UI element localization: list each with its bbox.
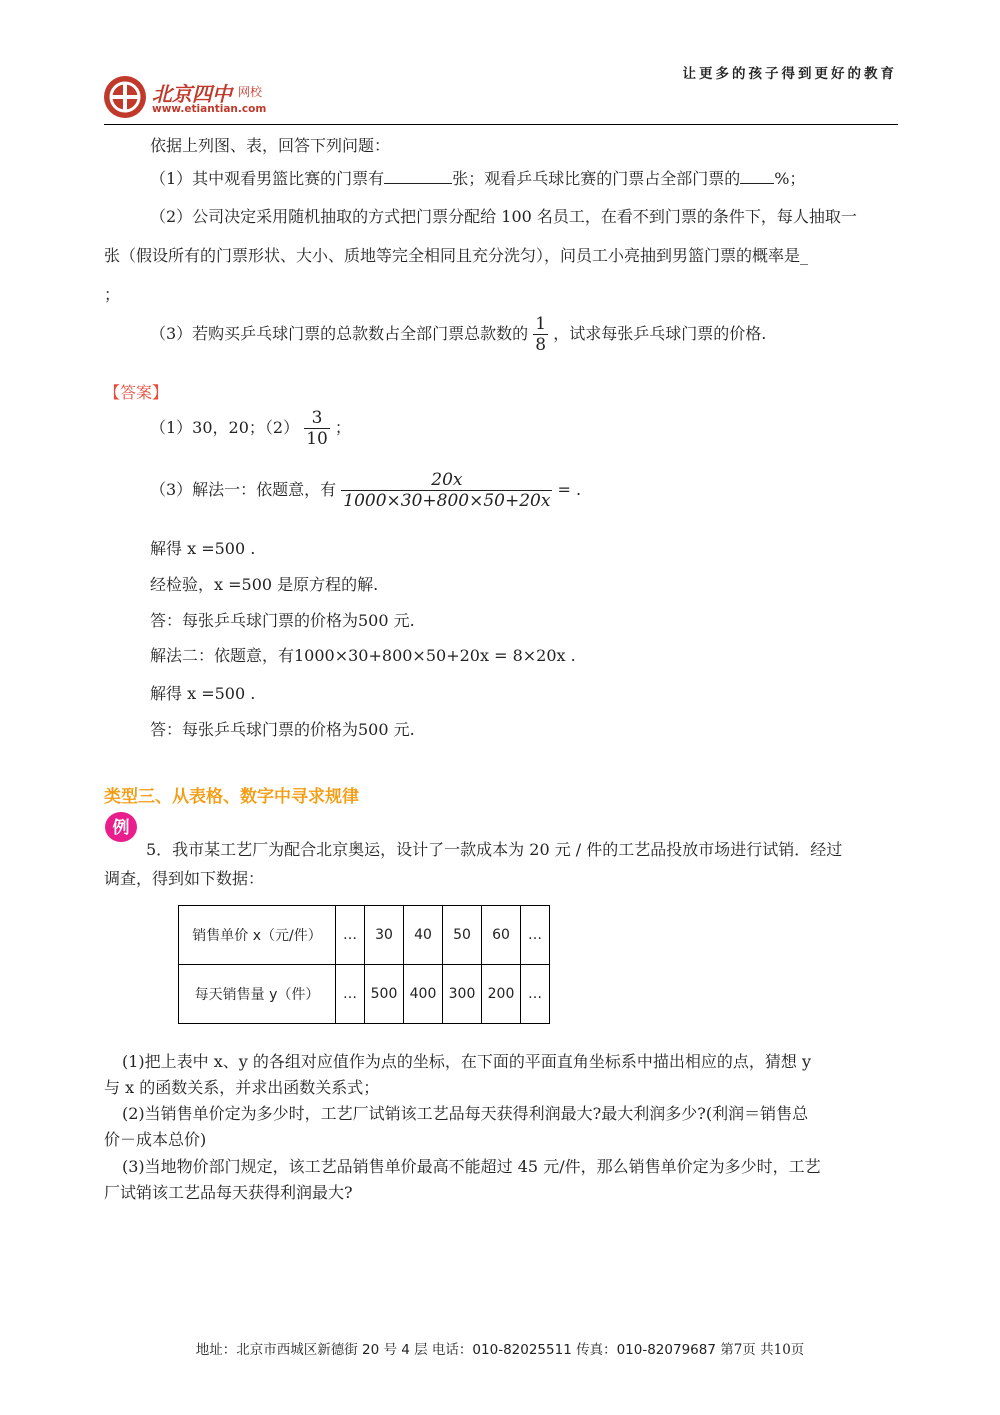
subq-1-line-2: 与 x 的函数关系，并求出函数关系式； bbox=[104, 1078, 380, 1097]
q3-part-b: ，试求每张乒乓球门票的价格. bbox=[553, 324, 767, 343]
section-title: 类型三、从表格、数字中寻求规律 bbox=[104, 787, 359, 807]
subq-3-line-1: (3)当地物价部门规定，该工艺品销售单价最高不能超过 45 元/件，那么销售单价定为多少时，工艺 bbox=[122, 1157, 821, 1176]
question-3 bbox=[150, 314, 766, 355]
a1-frac-num: 3 bbox=[304, 408, 330, 429]
a1-text: （1）30，20；（2） bbox=[150, 418, 300, 437]
table-cell: 300 bbox=[443, 965, 482, 1024]
answer-1 bbox=[150, 408, 351, 449]
table-cell: 30 bbox=[365, 906, 404, 965]
method-2-equation: 解法二：依题意，有1000×30+800×50+20x = 8×20x . bbox=[150, 646, 576, 665]
m1-fraction bbox=[341, 470, 552, 511]
logo-url: www.etiantian.com bbox=[152, 103, 267, 115]
price-sales-table bbox=[178, 905, 550, 1024]
table-cell: 200 bbox=[482, 965, 521, 1024]
q3-frac-num: 1 bbox=[535, 314, 547, 334]
table-cell: … bbox=[336, 906, 365, 965]
table-cell: 50 bbox=[443, 906, 482, 965]
table-row bbox=[179, 965, 550, 1024]
table-cell: … bbox=[521, 965, 550, 1024]
q2-line-3: ； bbox=[104, 285, 121, 304]
intro-text: 依据上列图、表，回答下列问题： bbox=[150, 136, 391, 155]
solve-2: 解得 x =500 . bbox=[150, 684, 256, 703]
m1-end: = . bbox=[557, 480, 582, 499]
problem-5-line-1: 5．我市某工艺厂为配合北京奥运，设计了一款成本为 20 元 / 件的工艺品投放市场进行试销．经过 bbox=[146, 840, 843, 859]
q2-line-2: 张（假设所有的门票形状、大小、质地等完全相同且充分洗匀），问员工小亮抽到男篮门票的概率是_ bbox=[104, 246, 809, 265]
example-badge-text: 例 bbox=[112, 818, 130, 838]
example-badge-icon bbox=[104, 810, 140, 844]
header-slogan: 让更多的孩子得到更好的教育 bbox=[682, 66, 897, 82]
m1-intro: （3）解法一：依题意，有 bbox=[150, 480, 337, 499]
answer-line-2: 答：每张乒乓球门票的价格为500 元. bbox=[150, 720, 415, 739]
q3-frac-den: 8 bbox=[535, 335, 547, 355]
answer-label: 【答案】 bbox=[104, 383, 169, 402]
q1-blank-1 bbox=[384, 169, 452, 184]
table-cell: 400 bbox=[404, 965, 443, 1024]
a1-fraction bbox=[304, 408, 330, 449]
table-cell: … bbox=[521, 906, 550, 965]
header-rule bbox=[104, 124, 898, 125]
table-cell: 60 bbox=[482, 906, 521, 965]
logo-icon bbox=[102, 74, 148, 120]
check-line: 经检验，x =500 是原方程的解. bbox=[150, 575, 379, 594]
table-row bbox=[179, 906, 550, 965]
table-cell: 40 bbox=[404, 906, 443, 965]
q3-part-a: （3）若购买乒乓球门票的总款数占全部门票总款数的 bbox=[150, 324, 529, 343]
footer-page: 第7页 共10页 bbox=[720, 1342, 805, 1358]
table-cell: 每天销售量 y（件） bbox=[179, 965, 336, 1024]
table-cell: 销售单价 x（元/件） bbox=[179, 906, 336, 965]
a1-frac-den: 10 bbox=[306, 429, 328, 449]
footer bbox=[0, 1338, 1000, 1358]
logo-name: 北京四中 bbox=[152, 82, 232, 106]
q1-blank-2 bbox=[740, 169, 774, 184]
subq-2-line-2: 价－成本总价) bbox=[104, 1130, 207, 1149]
subq-3-line-2: 厂试销该工艺品每天获得利润最大? bbox=[104, 1183, 353, 1202]
solve-1: 解得 x =500 . bbox=[150, 539, 256, 558]
table-cell: 500 bbox=[365, 965, 404, 1024]
m1-frac-den: 1000×30+800×50+20x bbox=[343, 491, 551, 511]
q2-line-1: （2）公司决定采用随机抽取的方式把门票分配给 100 名员工，在看不到门票的条件下，每人抽取一 bbox=[150, 207, 857, 226]
question-1 bbox=[150, 166, 805, 189]
problem-5-line-2: 调查，得到如下数据： bbox=[104, 869, 265, 888]
answer-line-1: 答：每张乒乓球门票的价格为500 元. bbox=[150, 611, 415, 630]
q1-part-c: %； bbox=[774, 169, 806, 188]
subq-2-line-1: (2)当销售单价定为多少时，工艺厂试销该工艺品每天获得利润最大?最大利润多少?(利润＝销售总 bbox=[122, 1104, 809, 1123]
q3-fraction bbox=[533, 314, 548, 355]
subq-1-line-1: (1)把上表中 x、y 的各组对应值作为点的坐标，在下面的平面直角坐标系中描出相应的点，猜想 y bbox=[122, 1052, 812, 1071]
footer-address: 地址：北京市西城区新德街 20 号 4 层 电话：010-82025511 传真：010-82079687 bbox=[195, 1342, 716, 1358]
logo-suffix: 网校 bbox=[238, 85, 263, 99]
table-cell: … bbox=[336, 965, 365, 1024]
a1-end: ； bbox=[334, 418, 351, 437]
q1-part-a: （1）其中观看男篮比赛的门票有 bbox=[150, 169, 385, 188]
q1-part-b: 张；观看乒乓球比赛的门票占全部门票的 bbox=[452, 169, 741, 188]
method-1-equation bbox=[150, 470, 581, 511]
m1-frac-num: 20x bbox=[341, 470, 552, 491]
